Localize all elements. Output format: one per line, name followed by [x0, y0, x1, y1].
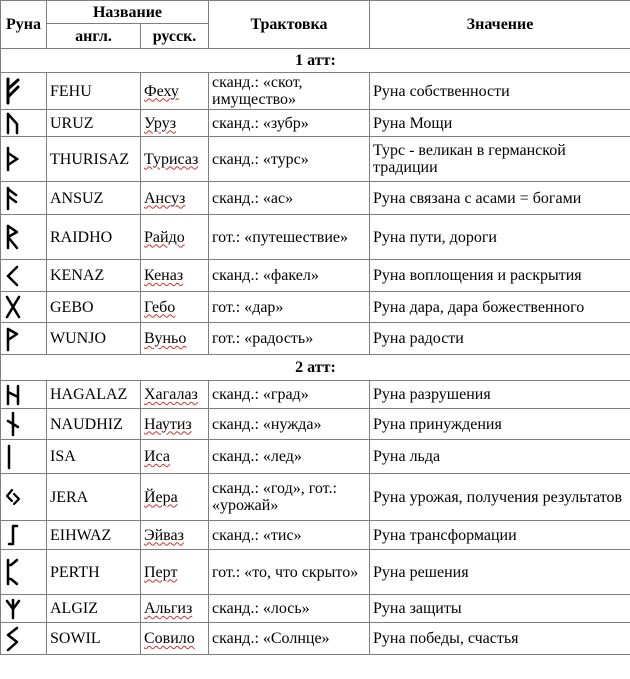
thurisaz-rune-icon [4, 145, 22, 173]
table-row: RAIDHO Райдо гот.: «путешествие» Руна пути, дороги [1, 215, 630, 260]
table-row: ISA Иса сканд.: «лед» Руна льда [1, 440, 630, 474]
eihwaz-rune-icon [4, 523, 22, 547]
header-rus: русск. [141, 24, 209, 49]
jera-rune-icon [4, 485, 22, 509]
perth-rune-icon [4, 557, 22, 587]
section-1 [1, 49, 630, 355]
raidho-rune-icon [4, 223, 22, 251]
gebo-rune-icon [4, 294, 22, 320]
uruz-rune-icon [4, 111, 22, 135]
table-row: HAGALAZ Хагалаз сканд.: «град» Руна разрушения [1, 381, 630, 409]
table-row: FEHU Феху сканд.: «скот, имущество» Руна собственности [1, 73, 630, 110]
kenaz-rune-icon [4, 264, 22, 288]
section-2 [1, 355, 630, 655]
ansuz-rune-icon [4, 185, 22, 211]
table-row: NAUDHIZ Наутиз сканд.: «нужда» Руна принуждения [1, 409, 630, 440]
table-row: URUZ Уруз сканд.: «зубр» Руна Мощи [1, 110, 630, 137]
isa-rune-icon [4, 444, 22, 470]
section-label: 2 атт: [1, 355, 630, 381]
table-row: SOWIL Совило сканд.: «Солнце» Руна победы, счастья [1, 623, 630, 655]
wunjo-rune-icon [4, 326, 22, 352]
hagalaz-rune-icon [4, 383, 22, 407]
header-interpretation: Трактовка [209, 1, 370, 49]
naudhiz-rune-icon [4, 411, 22, 437]
table-row: GEBO Гебо гот.: «дар» Руна дара, дара божественного [1, 292, 630, 323]
fehu-rune-icon [4, 77, 22, 105]
table-row: PERTH Перт гот.: «то, что скрыто» Руна решения [1, 550, 630, 595]
table-row: THURISAZ Турисаз сканд.: «турс» Турс - великан в германской традиции [1, 137, 630, 182]
header-rune: Руна [1, 1, 47, 49]
table-row: ANSUZ Ансуз сканд.: «ас» Руна связана с асами = богами [1, 182, 630, 215]
table-row: JERA Йера сканд.: «год», гот.: «урожай» Руна урожая, получения результатов [1, 474, 630, 521]
header-name: Название [47, 1, 209, 24]
header-meaning: Значение [370, 1, 630, 49]
section-label: 1 атт: [1, 49, 630, 73]
table-row: WUNJO Вуньо гот.: «радость» Руна радости [1, 323, 630, 355]
table-row: EIHWAZ Эйваз сканд.: «тис» Руна трансформации [1, 521, 630, 550]
table-row: KENAZ Кеназ сканд.: «факел» Руна воплощения и раскрытия [1, 260, 630, 292]
table-row: ALGIZ Альгиз сканд.: «лось» Руна защиты [1, 595, 630, 623]
algiz-rune-icon [4, 597, 22, 621]
header-eng: англ. [47, 24, 141, 49]
sowil-rune-icon [4, 625, 22, 653]
